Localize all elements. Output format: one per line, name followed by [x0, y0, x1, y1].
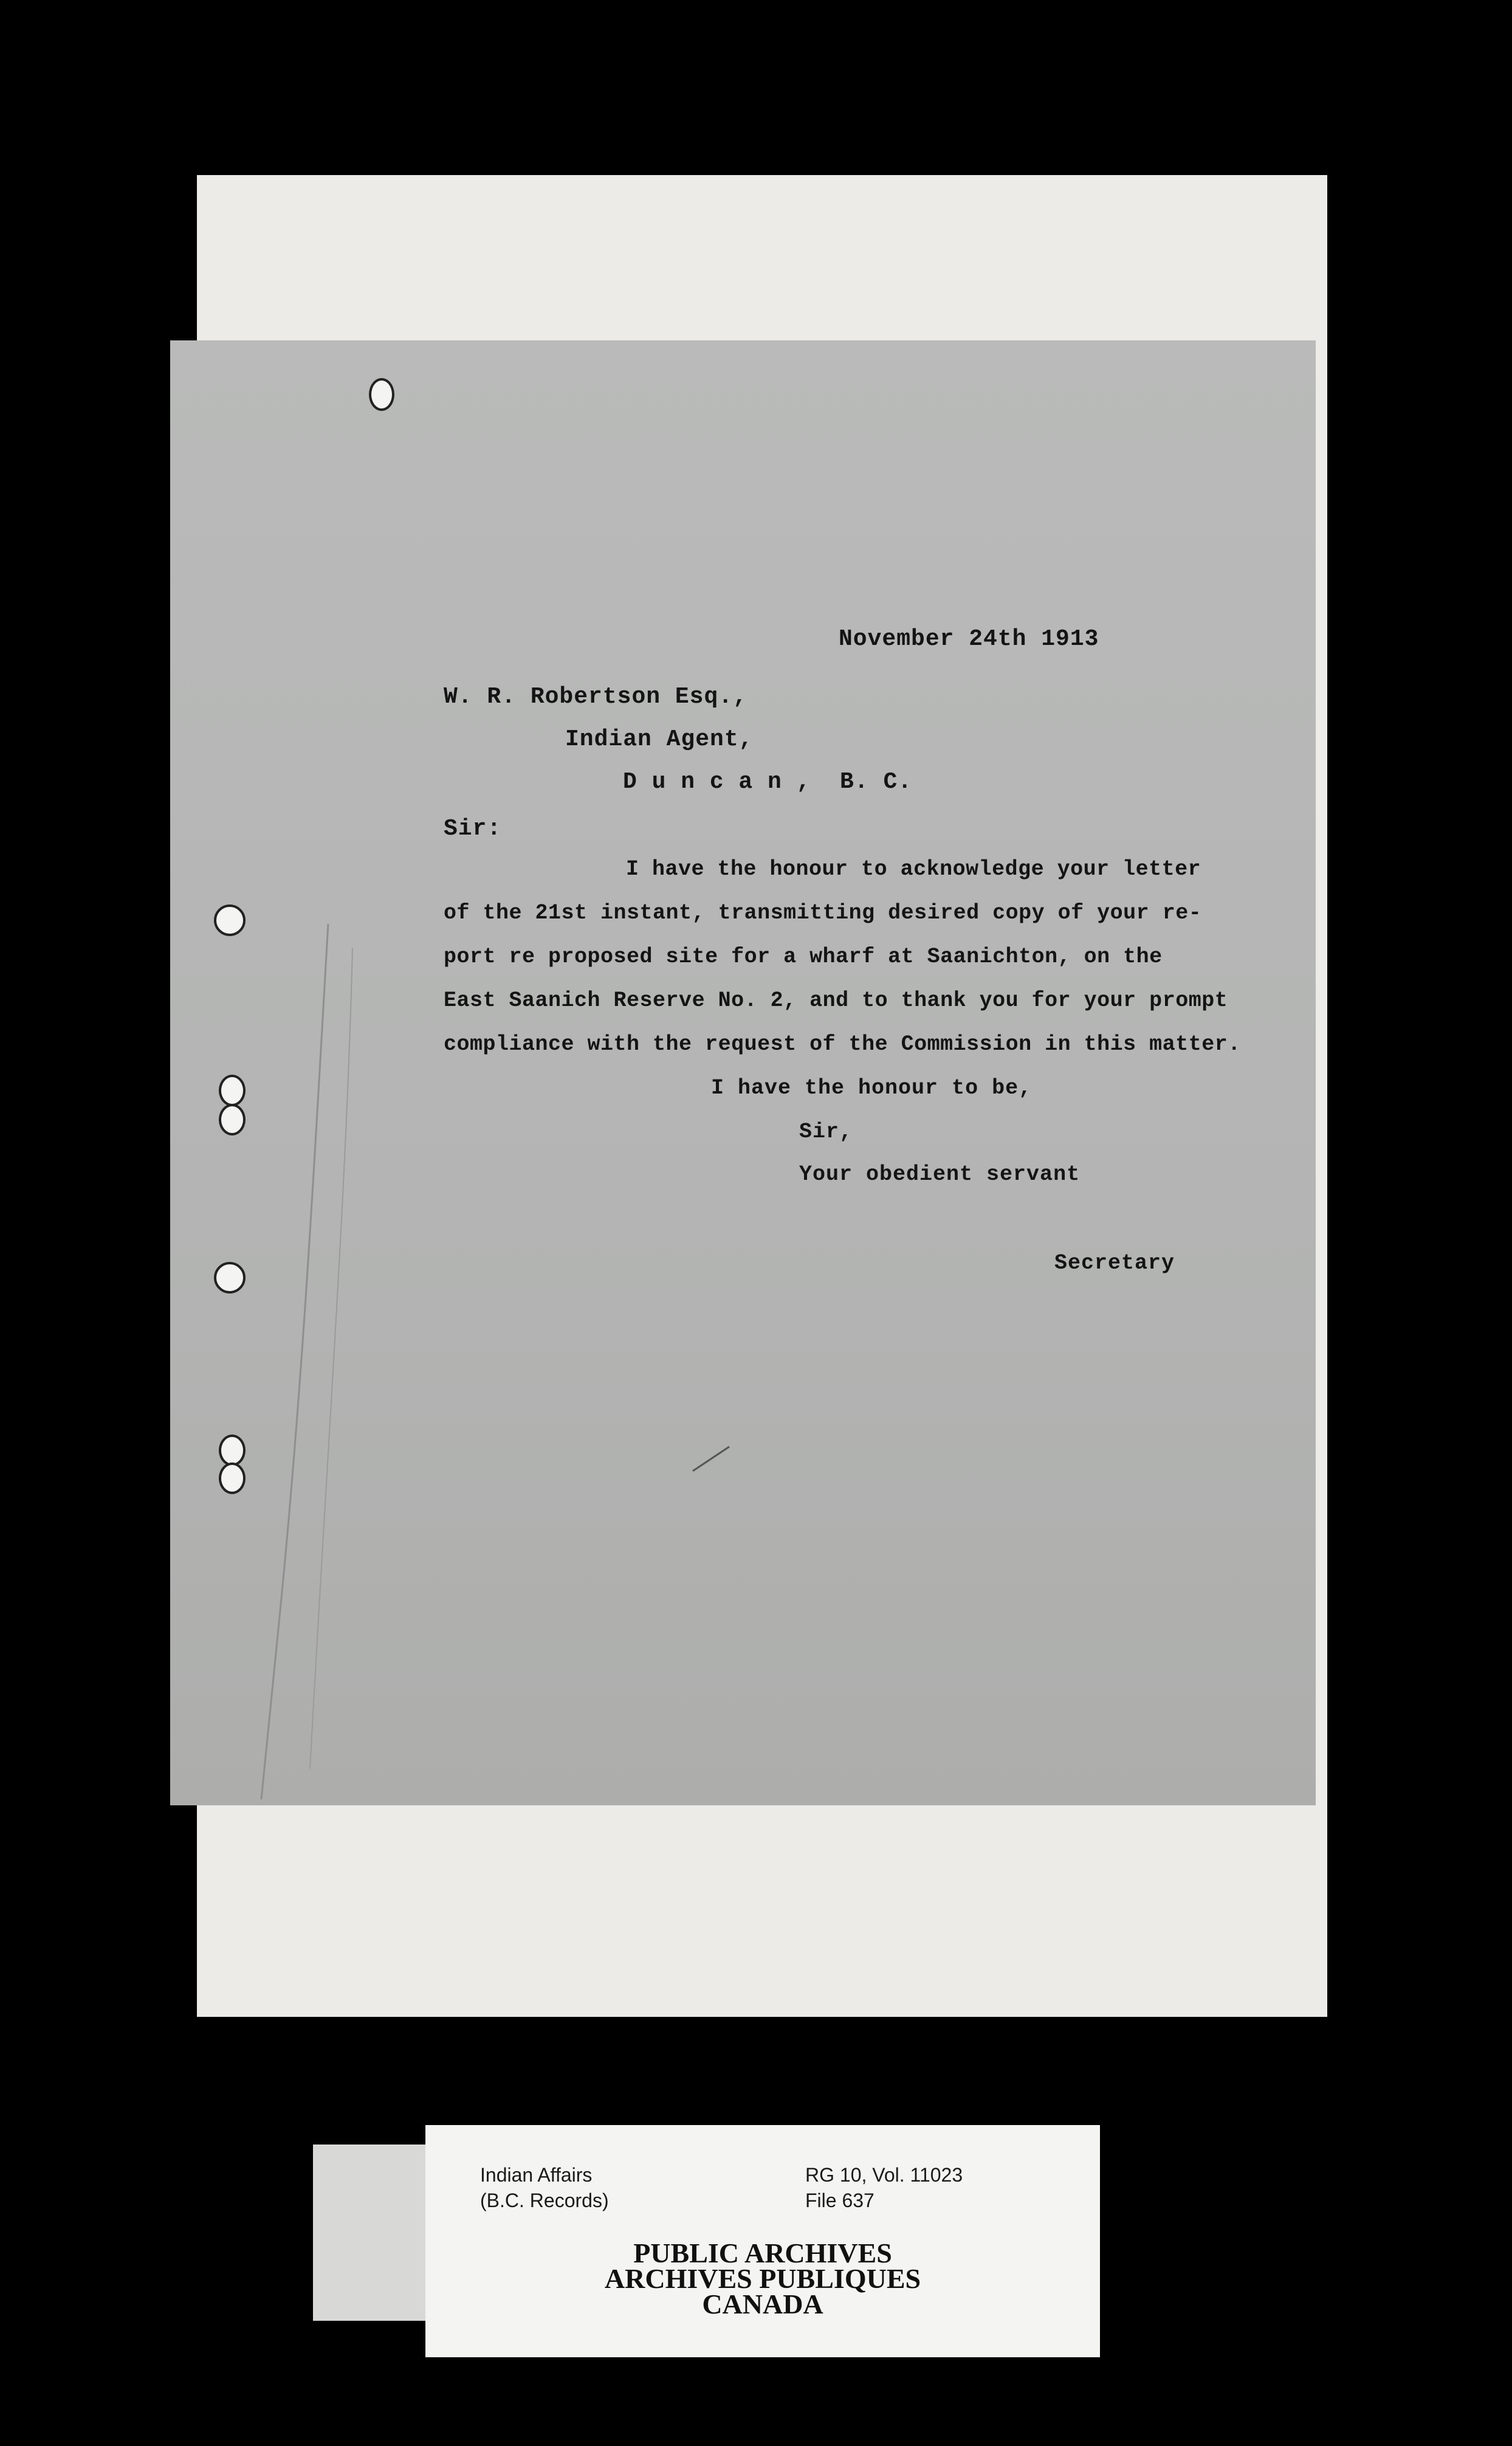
body-line: East Saanich Reserve No. 2, and to thank you for your prompt: [444, 988, 1228, 1013]
reference-line1: RG 10, Vol. 11023: [805, 2164, 963, 2186]
crease-marks: [170, 340, 1316, 1805]
signature: Secretary: [1054, 1251, 1175, 1275]
salutation: Sir:: [444, 816, 502, 842]
label-tab: [313, 2145, 428, 2321]
letter-date: November 24th 1913: [839, 626, 1099, 652]
body-line: port re proposed site for a wharf at Saanichton, on the: [444, 945, 1163, 969]
reference-line2: File 637: [805, 2189, 875, 2211]
collection-line2: (B.C. Records): [480, 2189, 609, 2211]
archive-label: [425, 2125, 1100, 2357]
archive-title-line1: PUBLIC ARCHIVES: [633, 2238, 892, 2269]
collection-line1: Indian Affairs: [480, 2164, 593, 2186]
closing-sir: Sir,: [799, 1120, 853, 1144]
body-line: of the 21st instant, transmitting desired copy of your re-: [444, 901, 1202, 925]
closing-line: I have the honour to be,: [711, 1076, 1033, 1100]
recipient-location: D u n c a n , B. C.: [623, 769, 913, 795]
body-line: I have the honour to acknowledge your letter: [626, 857, 1201, 881]
recipient-title: Indian Agent,: [565, 726, 754, 753]
archive-title-line2: ARCHIVES PUBLIQUES: [604, 2263, 921, 2294]
recipient-name: W. R. Robertson Esq.,: [444, 684, 747, 710]
closing-servant: Your obedient servant: [799, 1162, 1081, 1187]
letter-page: [170, 340, 1316, 1805]
body-line: compliance with the request of the Commission in this matter.: [444, 1032, 1241, 1056]
archive-title-line3: CANADA: [702, 2289, 823, 2320]
